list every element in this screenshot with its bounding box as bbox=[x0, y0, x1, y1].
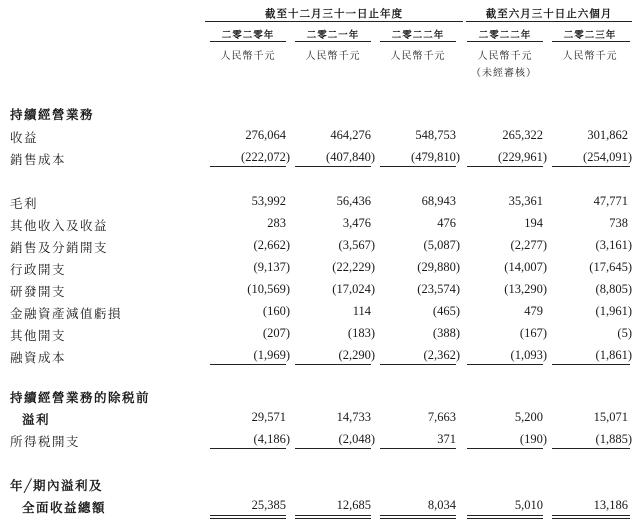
header-unit: 人民幣千元 bbox=[305, 51, 361, 62]
cell-gross-2022: 68,943 bbox=[421, 194, 456, 208]
section-continuing-operations: 持續經營業務 bbox=[10, 107, 95, 122]
cell-other-exp-2020: (207) bbox=[262, 326, 290, 340]
cell-pretax-2022: 7,663 bbox=[427, 410, 456, 424]
cell-gross-2021: 56,436 bbox=[336, 194, 371, 208]
header-year-rule bbox=[210, 41, 286, 42]
row-label-income-tax: 所得税開支 bbox=[10, 434, 81, 449]
cell-total-h2023: 13,186 bbox=[593, 498, 628, 512]
cell-impair-h2022: 479 bbox=[524, 304, 543, 318]
total-double-rule bbox=[210, 518, 286, 519]
cell-other-exp-h2023: (5) bbox=[617, 326, 632, 340]
header-half-2022: 二零二二年 bbox=[478, 30, 532, 41]
cell-impair-2022: (465) bbox=[432, 304, 460, 318]
subtotal-rule bbox=[210, 448, 286, 449]
cell-finance-2021: (2,290) bbox=[338, 348, 375, 362]
row-label-profit-before-tax: 持續經營業務的除税前 bbox=[10, 390, 151, 405]
row-label-cost-of-sales: 銷售成本 bbox=[10, 152, 67, 167]
cell-selling-2022: (5,087) bbox=[423, 238, 460, 252]
total-double-rule bbox=[380, 515, 456, 516]
row-label-selling-expenses: 銷售及分銷開支 bbox=[10, 240, 109, 255]
subtotal-rule bbox=[552, 448, 630, 449]
header-unit: 人民幣千元 bbox=[220, 51, 276, 62]
cell-finance-h2022: (1,093) bbox=[510, 348, 547, 362]
header-year-group: 截至十二月三十一日止年度 bbox=[265, 8, 403, 20]
cell-other-exp-2022: (388) bbox=[432, 326, 460, 340]
cell-other-income-2022: 476 bbox=[437, 216, 456, 230]
row-label-gross-profit: 毛利 bbox=[10, 196, 39, 211]
cell-other-income-2021: 3,476 bbox=[342, 216, 371, 230]
total-double-rule bbox=[295, 515, 371, 516]
total-double-rule bbox=[467, 518, 543, 519]
cell-pretax-2020: 29,571 bbox=[251, 410, 286, 424]
subtotal-rule bbox=[295, 364, 371, 365]
cell-tax-h2022: (190) bbox=[519, 432, 547, 446]
header-year-group-rule bbox=[205, 21, 463, 22]
header-unit: 人民幣千元 bbox=[390, 51, 446, 62]
cell-pretax-2021: 14,733 bbox=[336, 410, 371, 424]
cell-gross-h2022: 35,361 bbox=[508, 194, 543, 208]
cell-rnd-2020: (10,569) bbox=[247, 282, 290, 296]
header-unaudited: （未經審核） bbox=[471, 68, 537, 79]
cell-other-income-h2022: 194 bbox=[524, 216, 543, 230]
header-year-2020: 二零二零年 bbox=[221, 30, 275, 41]
cell-other-exp-h2022: (167) bbox=[519, 326, 547, 340]
header-year-rule bbox=[295, 41, 371, 42]
row-label-revenue: 收益 bbox=[10, 130, 39, 145]
subtotal-rule bbox=[380, 166, 456, 167]
cell-other-income-h2023: 738 bbox=[609, 216, 628, 230]
cell-selling-2021: (3,567) bbox=[338, 238, 375, 252]
header-unit: 人民幣千元 bbox=[562, 51, 618, 62]
cell-admin-2021: (22,229) bbox=[332, 260, 375, 274]
cell-gross-h2023: 47,771 bbox=[593, 194, 628, 208]
cell-rnd-2022: (23,574) bbox=[417, 282, 460, 296]
cell-pretax-h2023: 15,071 bbox=[593, 410, 628, 424]
subtotal-rule bbox=[380, 364, 456, 365]
cell-revenue-2021: 464,276 bbox=[330, 128, 371, 142]
cell-gross-2020: 53,992 bbox=[251, 194, 286, 208]
cell-revenue-h2023: 301,862 bbox=[587, 128, 628, 142]
header-unit: 人民幣千元 bbox=[477, 51, 533, 62]
cell-rnd-h2023: (8,805) bbox=[595, 282, 632, 296]
cell-impair-h2023: (1,961) bbox=[595, 304, 632, 318]
row-label-other-expenses: 其他開支 bbox=[10, 328, 67, 343]
cell-impair-2021: 114 bbox=[352, 304, 371, 318]
cell-revenue-2020: 276,064 bbox=[245, 128, 286, 142]
cell-total-2021: 12,685 bbox=[336, 498, 371, 512]
total-double-rule bbox=[467, 515, 543, 516]
header-year-2021: 二零二一年 bbox=[306, 30, 360, 41]
cell-cost-h2023: (254,091) bbox=[583, 150, 632, 164]
row-label-finance-costs: 融資成本 bbox=[10, 350, 67, 365]
subtotal-rule bbox=[380, 448, 456, 449]
header-half-group: 截至六月三十日止六個月 bbox=[485, 8, 613, 20]
cell-tax-2020: (4,186) bbox=[253, 432, 290, 446]
cell-revenue-h2022: 265,322 bbox=[502, 128, 543, 142]
row-label-impairment-loss: 金融資產減值虧損 bbox=[10, 306, 123, 321]
row-label-admin-expenses: 行政開支 bbox=[10, 262, 67, 277]
row-label-profit-before-tax-cont: 溢利 bbox=[22, 412, 51, 427]
cell-total-2020: 25,385 bbox=[251, 498, 286, 512]
subtotal-rule bbox=[210, 364, 286, 365]
row-label-other-income: 其他收入及收益 bbox=[10, 218, 109, 233]
subtotal-rule bbox=[552, 364, 630, 365]
cell-selling-h2022: (2,277) bbox=[510, 238, 547, 252]
header-half-group-rule bbox=[466, 21, 632, 22]
cell-other-exp-2021: (183) bbox=[347, 326, 375, 340]
cell-admin-h2023: (17,645) bbox=[589, 260, 632, 274]
row-label-total-income-cont: 全面收益總額 bbox=[22, 500, 107, 515]
cell-admin-h2022: (14,007) bbox=[504, 260, 547, 274]
row-label-rnd-expenses: 研發開支 bbox=[10, 284, 67, 299]
cell-cost-2020: (222,072) bbox=[241, 150, 290, 164]
cell-rnd-h2022: (13,290) bbox=[504, 282, 547, 296]
cell-tax-2022: 371 bbox=[437, 432, 456, 446]
row-label-total-income: 年╱期內溢利及 bbox=[10, 478, 104, 493]
cell-cost-2021: (407,840) bbox=[326, 150, 375, 164]
cell-tax-2021: (2,048) bbox=[338, 432, 375, 446]
subtotal-rule bbox=[210, 166, 286, 167]
cell-finance-h2023: (1,861) bbox=[595, 348, 632, 362]
total-double-rule bbox=[210, 515, 286, 516]
cell-total-2022: 8,034 bbox=[427, 498, 456, 512]
subtotal-rule bbox=[467, 448, 543, 449]
subtotal-rule bbox=[552, 166, 630, 167]
header-year-rule bbox=[467, 41, 543, 42]
cell-selling-h2023: (3,161) bbox=[595, 238, 632, 252]
cell-impair-2020: (160) bbox=[262, 304, 290, 318]
subtotal-rule bbox=[295, 448, 371, 449]
total-double-rule bbox=[380, 518, 456, 519]
header-year-rule bbox=[552, 41, 630, 42]
cell-cost-h2022: (229,961) bbox=[498, 150, 547, 164]
header-year-rule bbox=[380, 41, 456, 42]
cell-other-income-2020: 283 bbox=[267, 216, 286, 230]
cell-admin-2020: (9,137) bbox=[253, 260, 290, 274]
cell-rnd-2021: (17,024) bbox=[332, 282, 375, 296]
cell-pretax-h2022: 5,200 bbox=[514, 410, 543, 424]
cell-selling-2020: (2,662) bbox=[253, 238, 290, 252]
subtotal-rule bbox=[467, 166, 543, 167]
total-double-rule bbox=[552, 518, 630, 519]
header-half-2023: 二零二三年 bbox=[563, 30, 617, 41]
total-double-rule bbox=[552, 515, 630, 516]
cell-admin-2022: (29,880) bbox=[417, 260, 460, 274]
cell-tax-h2023: (1,885) bbox=[595, 432, 632, 446]
total-double-rule bbox=[295, 518, 371, 519]
cell-revenue-2022: 548,753 bbox=[415, 128, 456, 142]
cell-cost-2022: (479,810) bbox=[411, 150, 460, 164]
subtotal-rule bbox=[295, 166, 371, 167]
subtotal-rule bbox=[467, 364, 543, 365]
cell-finance-2020: (1,969) bbox=[253, 348, 290, 362]
cell-total-h2022: 5,010 bbox=[514, 498, 543, 512]
cell-finance-2022: (2,362) bbox=[423, 348, 460, 362]
header-year-2022: 二零二二年 bbox=[391, 30, 445, 41]
